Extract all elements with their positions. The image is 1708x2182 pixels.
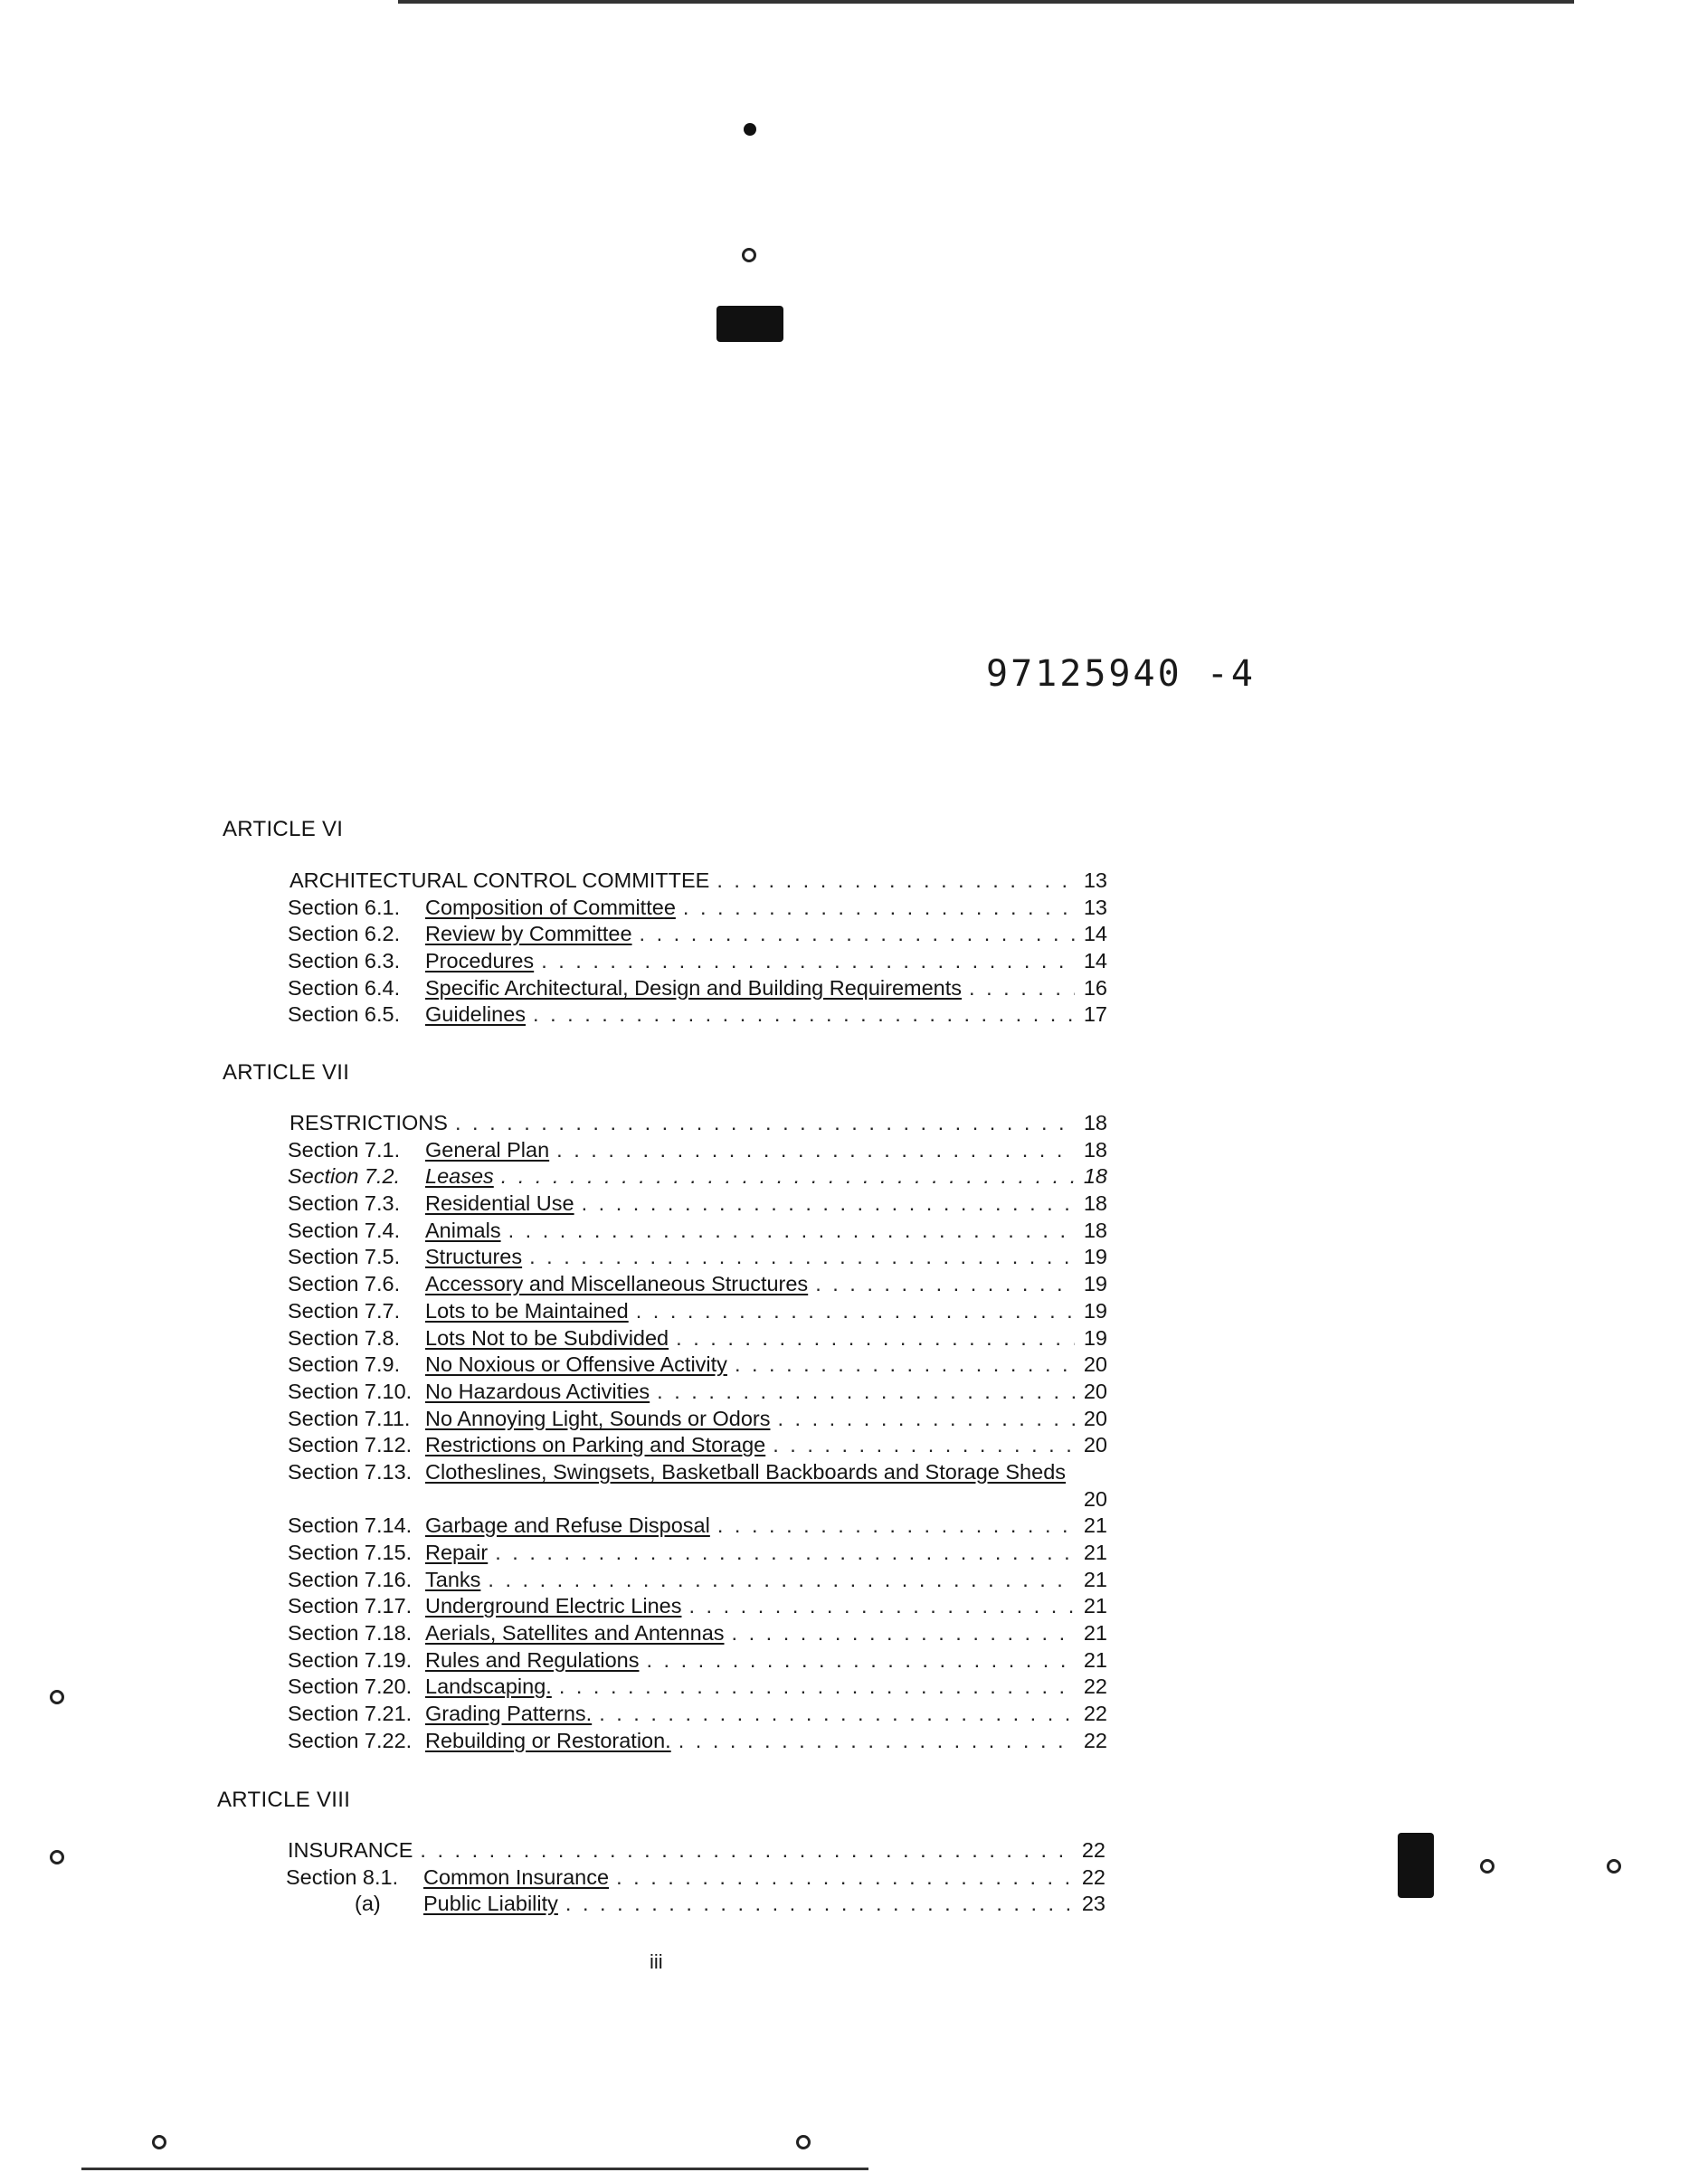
toc-page-number: 19 — [1083, 1272, 1107, 1296]
toc-heading-row — [288, 1111, 1107, 1138]
section-title: Lots Not to be Subdivided — [425, 1325, 669, 1350]
toc-section-row — [286, 1865, 1105, 1893]
section-number: Section 7.5. — [288, 1245, 401, 1269]
section-number: Section 6.5. — [288, 1002, 401, 1027]
toc-article-viii — [286, 1838, 1105, 1919]
section-title: Tanks — [425, 1567, 481, 1591]
section-title: Restrictions on Parking and Storage — [425, 1433, 766, 1457]
scan-bottom-edge — [81, 2168, 868, 2170]
leader-dots — [599, 1702, 1075, 1726]
section-number: Section 6.3. — [288, 949, 401, 973]
section-number: Section 7.12. — [288, 1433, 413, 1457]
section-title: Landscaping. — [425, 1674, 552, 1699]
article-label: ARTICLE VII — [223, 1060, 350, 1085]
leader-dots — [676, 1326, 1075, 1351]
section-title: Common Insurance — [423, 1864, 610, 1889]
scan-hole-mark — [50, 1690, 64, 1704]
section-title: Composition of Committee — [425, 895, 676, 919]
leader-dots — [646, 1648, 1075, 1673]
toc-page-number: 13 — [1083, 868, 1107, 892]
toc-page-number: 21 — [1083, 1621, 1107, 1646]
section-number: Section 7.8. — [288, 1325, 401, 1350]
section-number: Section 7.21. — [288, 1702, 413, 1726]
toc-subsection-row — [286, 1892, 1105, 1919]
toc-section-row — [288, 1191, 1107, 1219]
toc-page-number: 19 — [1083, 1325, 1107, 1350]
section-number: Section 7.17. — [288, 1594, 413, 1618]
toc-page-number: 18 — [1083, 1111, 1107, 1134]
leader-dots — [688, 1594, 1075, 1618]
section-title: Clotheslines, Swingsets, Basketball Backboards and Storage Sheds — [425, 1459, 1067, 1484]
section-title: Review by Committee — [425, 922, 632, 946]
toc-section-row — [288, 1272, 1107, 1299]
toc-page-number: 19 — [1083, 1298, 1107, 1323]
toc-heading-title: RESTRICTIONS — [289, 1111, 448, 1134]
section-title: Animals — [425, 1218, 501, 1242]
toc-section-row — [288, 1648, 1107, 1675]
toc-section-row — [288, 1621, 1107, 1648]
section-number: Section 7.18. — [288, 1621, 413, 1646]
toc-section-row — [288, 1219, 1107, 1246]
toc-page-number: 20 — [1083, 1486, 1107, 1511]
toc-section-row — [288, 1729, 1107, 1756]
toc-section-row — [288, 1702, 1107, 1729]
section-number: Section 7.16. — [288, 1567, 413, 1591]
toc-page-number: 20 — [1083, 1379, 1107, 1403]
toc-section-row — [288, 1460, 1107, 1487]
scan-redaction-block — [716, 306, 783, 342]
document-number: 97125940 -4 — [986, 653, 1256, 695]
article-label: ARTICLE VIII — [217, 1788, 351, 1812]
toc-page-number: 18 — [1083, 1218, 1107, 1242]
section-number: Section 7.6. — [288, 1272, 401, 1296]
section-title: Rules and Regulations — [425, 1647, 640, 1672]
toc-page-number: 20 — [1083, 1352, 1107, 1377]
leader-dots — [565, 1892, 1073, 1916]
section-number: Section 7.4. — [288, 1218, 401, 1242]
section-title: Rebuilding or Restoration. — [425, 1728, 671, 1752]
toc-page-number: 23 — [1081, 1892, 1105, 1916]
leader-dots — [508, 1219, 1075, 1243]
toc-heading-title: ARCHITECTURAL CONTROL COMMITTEE — [289, 868, 710, 892]
toc-section-row — [288, 1326, 1107, 1353]
leader-dots — [716, 868, 1075, 893]
toc-section-row — [288, 1433, 1107, 1460]
toc-heading-row — [288, 868, 1107, 896]
toc-heading-row — [286, 1838, 1105, 1865]
section-number: Section 7.13. — [288, 1459, 413, 1484]
toc-page-number: 22 — [1081, 1838, 1105, 1862]
toc-page-number: 22 — [1083, 1728, 1107, 1752]
section-number: Section 7.22. — [288, 1728, 413, 1752]
section-number: Section 7.7. — [288, 1298, 401, 1323]
leader-dots — [501, 1164, 1075, 1189]
leader-dots — [815, 1272, 1075, 1296]
leader-dots — [678, 1729, 1075, 1753]
leader-dots — [735, 1352, 1075, 1377]
subsection-number: (a) — [355, 1892, 381, 1916]
section-number: Section 7.14. — [288, 1513, 413, 1538]
scan-hole-mark — [50, 1850, 64, 1864]
toc-page-number: 21 — [1083, 1647, 1107, 1672]
toc-section-row — [288, 1674, 1107, 1702]
section-number: Section 7.10. — [288, 1379, 413, 1403]
toc-page-number: 20 — [1083, 1433, 1107, 1457]
scan-hole-mark — [1480, 1859, 1494, 1874]
toc-section-row — [288, 976, 1107, 1003]
toc-section-row — [288, 1002, 1107, 1029]
toc-section-row — [288, 1299, 1107, 1326]
toc-section-row — [288, 1138, 1107, 1165]
leader-dots — [657, 1380, 1075, 1404]
toc-section-row — [288, 1164, 1107, 1191]
section-number: Section 6.1. — [288, 895, 401, 919]
toc-article-vi — [288, 868, 1107, 1029]
leader-dots — [773, 1433, 1075, 1457]
section-title: Lots to be Maintained — [425, 1298, 629, 1323]
toc-section-row — [288, 922, 1107, 949]
scan-hole-mark — [1607, 1859, 1621, 1874]
section-title: Repair — [425, 1541, 489, 1564]
section-title: No Noxious or Offensive Activity — [425, 1352, 727, 1377]
section-title: Procedures — [425, 949, 535, 973]
leader-dots — [582, 1191, 1075, 1216]
section-number: Section 7.9. — [288, 1352, 401, 1377]
scan-hole-mark — [796, 2135, 811, 2149]
toc-section-row — [288, 949, 1107, 976]
toc-page-number: 18 — [1083, 1191, 1107, 1216]
section-title: Leases — [425, 1164, 494, 1189]
leader-dots — [495, 1541, 1075, 1565]
toc-section-row — [288, 1352, 1107, 1380]
toc-page-number: 22 — [1083, 1674, 1107, 1699]
section-title: Garbage and Refuse Disposal — [425, 1513, 710, 1538]
scan-hole-mark — [742, 248, 756, 262]
page-number: iii — [650, 1950, 663, 1973]
section-title: General Plan — [425, 1137, 550, 1162]
toc-page-number: 21 — [1083, 1567, 1107, 1591]
toc-page-number: 14 — [1083, 922, 1107, 946]
leader-dots — [559, 1674, 1075, 1699]
scan-dot-mark — [744, 123, 756, 136]
toc-page-number: 20 — [1083, 1406, 1107, 1430]
section-title: Accessory and Miscellaneous Structures — [425, 1272, 809, 1296]
toc-page-number: 21 — [1083, 1513, 1107, 1538]
section-title: Guidelines — [425, 1002, 527, 1027]
section-number: Section 7.20. — [288, 1674, 413, 1699]
toc-page-number: 16 — [1083, 975, 1107, 1000]
section-number: Section 7.11. — [288, 1406, 411, 1430]
leader-dots — [541, 949, 1075, 973]
toc-page-number: 22 — [1081, 1864, 1105, 1889]
leader-dots — [777, 1407, 1075, 1431]
leader-dots — [455, 1111, 1075, 1135]
section-number: Section 7.3. — [288, 1191, 401, 1216]
toc-section-row — [288, 1407, 1107, 1434]
toc-section-row — [288, 1568, 1107, 1595]
section-title: Public Liability — [423, 1892, 558, 1916]
section-title: Underground Electric Lines — [425, 1594, 682, 1618]
toc-page-number: 22 — [1083, 1702, 1107, 1726]
section-number: Section 7.1. — [288, 1137, 401, 1162]
toc-page-number: 21 — [1083, 1594, 1107, 1618]
leader-dots — [732, 1621, 1075, 1646]
toc-page-number: 19 — [1083, 1245, 1107, 1269]
toc-page-number: 18 — [1083, 1164, 1107, 1189]
toc-page-number: 13 — [1083, 895, 1107, 919]
scan-side-block — [1398, 1833, 1434, 1898]
section-number: Section 7.15. — [288, 1541, 413, 1564]
section-title: Grading Patterns. — [425, 1702, 593, 1726]
leader-dots — [636, 1299, 1075, 1323]
article-label: ARTICLE VI — [223, 817, 344, 841]
toc-page-number: 18 — [1083, 1137, 1107, 1162]
toc-page-number: 14 — [1083, 949, 1107, 973]
section-number: Section 8.1. — [286, 1864, 399, 1889]
section-number: Section 7.19. — [288, 1647, 413, 1672]
toc-page-number: 17 — [1083, 1002, 1107, 1027]
leader-dots — [533, 1002, 1075, 1027]
leader-dots — [717, 1513, 1075, 1538]
section-number: Section 6.2. — [288, 922, 401, 946]
leader-dots — [420, 1838, 1073, 1863]
leader-dots — [969, 976, 1075, 1001]
section-title: Specific Architectural, Design and Building Requirements — [425, 975, 963, 1000]
toc-page-number: 21 — [1083, 1541, 1107, 1564]
section-number: Section 7.2. — [288, 1164, 401, 1189]
section-title: Residential Use — [425, 1191, 574, 1216]
section-title: Aerials, Satellites and Antennas — [425, 1621, 725, 1646]
toc-section-row — [288, 896, 1107, 923]
leader-dots — [616, 1865, 1073, 1890]
leader-dots — [683, 896, 1075, 920]
scan-hole-mark — [152, 2135, 166, 2149]
scan-top-edge — [398, 0, 1574, 4]
toc-section-row-continued — [288, 1487, 1107, 1514]
leader-dots — [640, 922, 1075, 946]
toc-section-row — [288, 1380, 1107, 1407]
toc-heading-title: INSURANCE — [288, 1838, 413, 1862]
toc-article-vii — [288, 1111, 1107, 1756]
section-title: No Hazardous Activities — [425, 1379, 650, 1403]
leader-dots — [488, 1568, 1075, 1592]
toc-section-row — [288, 1594, 1107, 1621]
section-title: No Annoying Light, Sounds or Odors — [425, 1406, 771, 1430]
section-number: Section 6.4. — [288, 975, 401, 1000]
leader-dots — [529, 1245, 1075, 1269]
toc-section-row — [288, 1541, 1107, 1568]
section-title: Structures — [425, 1245, 523, 1269]
toc-section-row — [288, 1513, 1107, 1541]
toc-section-row — [288, 1245, 1107, 1272]
leader-dots — [556, 1138, 1075, 1162]
